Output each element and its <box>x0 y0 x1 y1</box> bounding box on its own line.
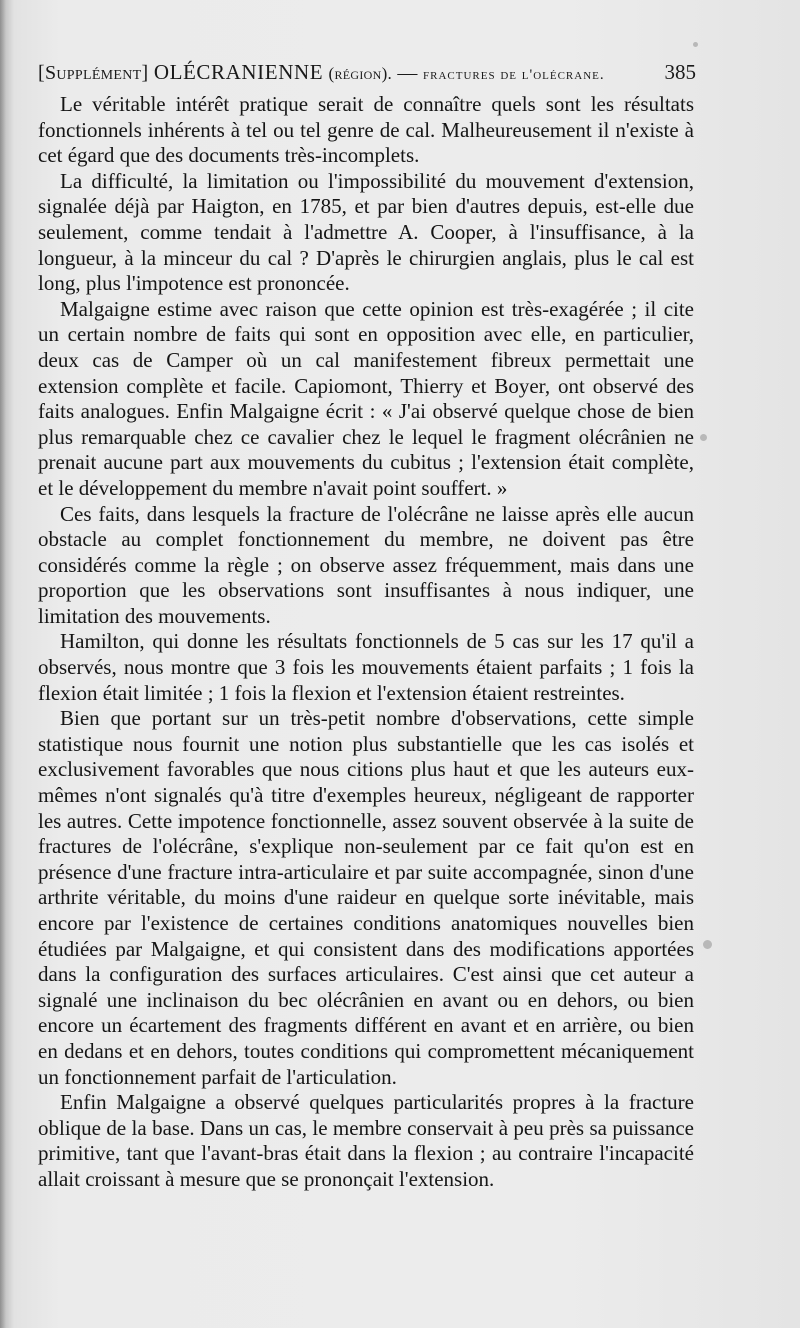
paragraph: La difficulté, la limitation ou l'impossibilité du mouvement d'extension, signalée déjà par Haigton, en 1785, et par bien d'autres depuis, est-elle due seulement, comme tendait à l'admettre A. Cooper, à l'insuffisance, à la longueur, à la minceur du cal ? D'après le chirurgien anglais, plus le cal est long, plus l'impotence est prononcée. <box>38 168 694 296</box>
paragraph: Le véritable intérêt pratique serait de connaître quels sont les résultats fonctionnels inhérents à tel ou tel genre de cal. Malheureusement il n'existe à cet égard que des documents très-incomplets. <box>38 92 694 168</box>
header-dash: — <box>397 62 418 84</box>
running-header <box>38 60 696 88</box>
header-supplement: [Supplément] <box>38 62 149 84</box>
paper-speck <box>693 42 698 47</box>
body-text <box>38 92 694 1193</box>
paragraph: Hamilton, qui donne les résultats fonctionnels de 5 cas sur les 17 qu'il a observés, nous montre que 3 fois les mouvements étaient parfaits ; 1 fois la flexion était limitée ; 1 fois la flexion et l'extension étaient restreintes. <box>38 629 694 705</box>
header-region: (région). <box>328 64 393 83</box>
paragraph: Enfin Malgaigne a observé quelques particularités propres à la fracture oblique de la base. Dans un cas, le membre conservait à peu près sa puissance primitive, tant que l'avant-bras était dans la flexion ; au contraire l'incapacité allait croissant à mesure que se prononçait l'extension. <box>38 1090 694 1191</box>
paper-speck <box>700 434 707 441</box>
paragraph: Malgaigne estime avec raison que cette opinion est très-exagérée ; il cite un certain nombre de faits qui sont en opposition avec elle, en particulier, deux cas de Camper où un cal manifestement fibreux permettait une extension complète et facile. Capiomont, Thierry et Boyer, ont observé des faits analogues. Enfin Malgaigne écrit : « J'ai observé quelque chose de bien plus remarquable chez ce cavalier chez le lequel le fragment olécrânien ne prenait aucune part aux mouvements du cubitus ; l'extension était complète, et le développement du membre n'avait point souffert. » <box>38 296 694 500</box>
header-title: OLÉCRANIENNE <box>153 60 324 84</box>
header-section: fractures de l'olécrane. <box>423 67 605 83</box>
paper-speck <box>703 940 712 949</box>
paragraph: Ces faits, dans lesquels la fracture de l'olécrâne ne laisse après elle aucun obstacle au complet fonctionnement du membre, ne doivent pas être considérés comme la règle ; on observe assez fréquemment, mais dans une proportion que les observations sont insuffisantes à nous indiquer, une limitation des mouvements. <box>38 501 694 628</box>
paragraph: Bien que portant sur un très-petit nombre d'observations, cette simple statistique nous fournit une notion plus substantielle que les cas isolés et exclusivement favorables que nous citions plus haut et que les auteurs eux-mêmes n'ont signalés qu'à titre d'exemples heureux, négligeant de rapporter les autres. Cette impotence fonctionnelle, assez souvent observée à la suite de fractures de l'olécrâne, s'explique non-seulement par ce fait qu'on est en présence d'une fracture intra-articulaire et par suite accompagnée, sinon d'une arthrite véritable, du moins d'une raideur en quelque sorte inévitable, mais encore par l'existence de certaines conditions anatomiques nouvelles bien étudiées par Malgaigne, et qui consistent dans des modifications apportées dans la configuration des surfaces articulaires. C'est ainsi que cet auteur a signalé une inclinaison du bec olécrânien en avant ou en dehors, ou bien encore un écartement des fragments différent en avant et en arrière, ou bien en dedans et en dehors, toutes conditions qui compromettent mécaniquement un fonctionnement parfait de l'articulation. <box>38 706 694 1089</box>
page-number: 385 <box>664 60 696 84</box>
header-left <box>38 60 605 85</box>
